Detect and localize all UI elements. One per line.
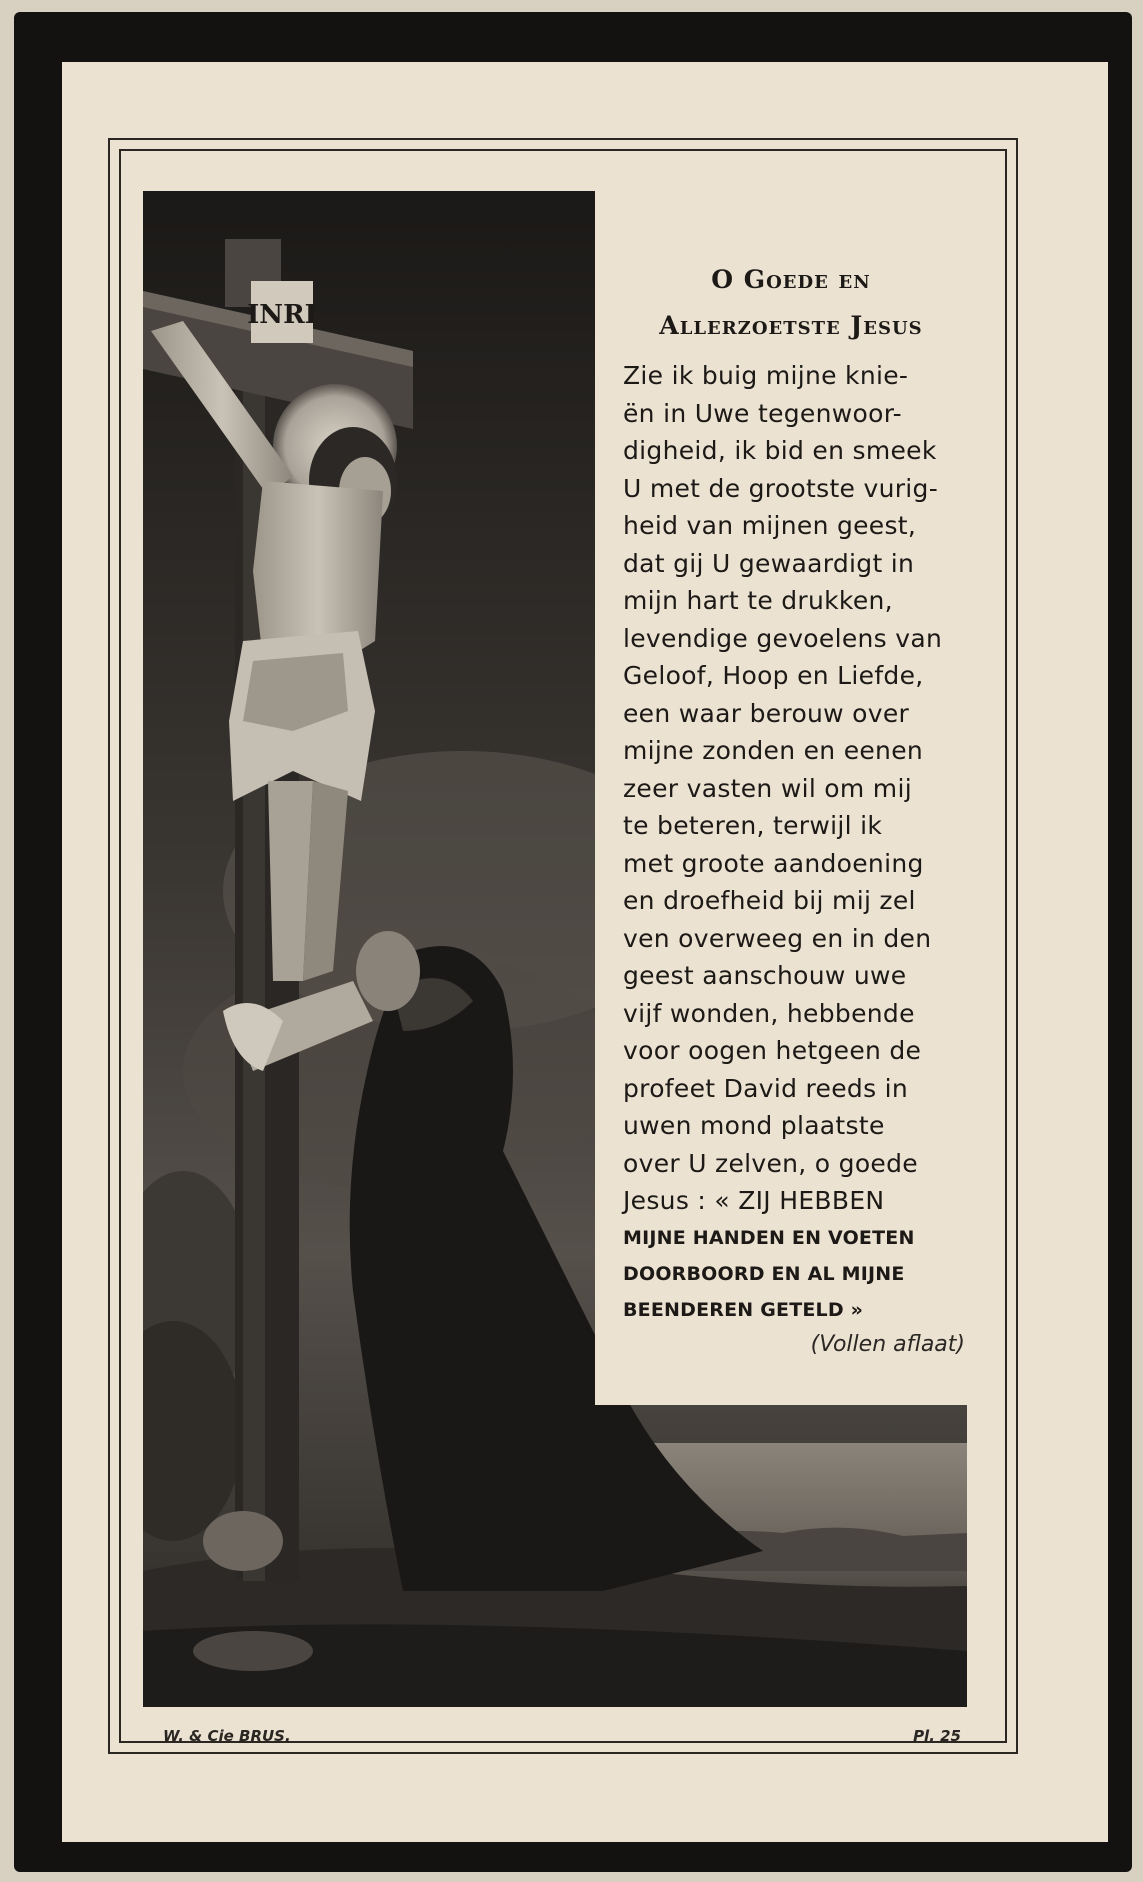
inner-frame-rule bbox=[119, 149, 1007, 1743]
prayer-line: vijf wonden, hebbende bbox=[623, 998, 915, 1028]
prayer-line: levendige gevoelens van bbox=[623, 623, 943, 653]
card-paper bbox=[62, 62, 1108, 1842]
prayer-panel bbox=[595, 191, 987, 1405]
prayer-line: geest aanschouw uwe bbox=[623, 961, 907, 990]
prayer-line: een waar berouw over bbox=[623, 698, 910, 728]
prayer-line: en droefheid bij mij zel bbox=[623, 886, 916, 915]
prayer-line: met groote aandoening bbox=[623, 848, 924, 878]
prayer-line: over U zelven, o goede bbox=[623, 1148, 918, 1178]
heading-line-2: Allerzoetste Jesus bbox=[659, 311, 923, 340]
prayer-line: ven overweeg en in den bbox=[623, 923, 932, 953]
prayer-line: digheid, ik bid en smeek bbox=[623, 436, 937, 465]
prayer-line: zeer vasten wil om mij bbox=[623, 773, 912, 803]
prayer-line: Geloof, Hoop en Liefde, bbox=[623, 661, 924, 690]
outer-frame-rule bbox=[108, 138, 1018, 1754]
prayer-line: mijn hart te drukken, bbox=[623, 586, 893, 615]
prayer-text bbox=[623, 357, 965, 1362]
prayer-line: ën in Uwe tegenwoor- bbox=[623, 398, 902, 428]
plate-number: Pl. 25 bbox=[913, 1727, 961, 1745]
prayer-heading bbox=[595, 191, 987, 349]
titulus-inri: INRI bbox=[247, 300, 317, 330]
prayer-line: te beteren, terwijl ik bbox=[623, 811, 883, 840]
prayer-scripture-line: BEENDEREN GETELD » bbox=[623, 1298, 864, 1321]
prayer-line: voor oogen hetgeen de bbox=[623, 1036, 922, 1065]
prayer-line: Jesus : « ZIJ HEBBEN bbox=[623, 1186, 885, 1215]
indulgence-note: (Vollen aflaat) bbox=[810, 1331, 965, 1357]
prayer-line: profeet David reeds in bbox=[623, 1073, 909, 1103]
prayer-line: dat gij U gewaardigt in bbox=[623, 548, 915, 578]
prayer-line: Zie ik buig mijne knie- bbox=[623, 361, 909, 390]
prayer-line: heid van mijnen geest, bbox=[623, 511, 917, 540]
prayer-line: U met de grootste vurig- bbox=[623, 473, 939, 503]
publisher-imprint: W. & Cie BRUS. bbox=[163, 1727, 291, 1745]
prayer-scripture-line: DOORBOORD EN AL MIJNE bbox=[623, 1262, 905, 1285]
memorial-card bbox=[14, 12, 1132, 1872]
prayer-line: mijne zonden en eenen bbox=[623, 736, 924, 765]
heading-line-1: O Goede en bbox=[711, 265, 871, 294]
prayer-scripture-line: MIJNE HANDEN EN VOETEN bbox=[623, 1226, 915, 1249]
prayer-line: uwen mond plaatste bbox=[623, 1111, 885, 1140]
